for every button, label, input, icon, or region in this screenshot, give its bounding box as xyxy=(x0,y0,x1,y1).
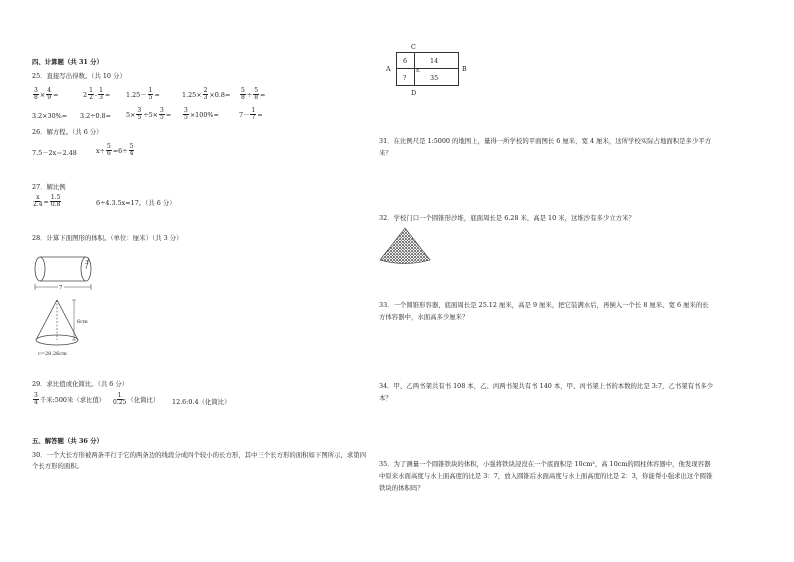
q29-title: 29．求比值或化简比。（共 6 分） xyxy=(32,380,129,388)
q26-equation-1: 7.5－2x＝2.48 xyxy=(32,149,77,157)
q29-item-a: $\frac{3}{4}$ 千米:500米（求比值） xyxy=(34,392,106,407)
q25-title: 25．直接写出得数。（共 10 分） xyxy=(32,72,126,80)
q25-item-6: 3.2×30%= xyxy=(32,112,68,120)
q25-item-9: $\frac{3}{5}$ ×100%= xyxy=(184,107,219,122)
q34-text: 34．甲、乙两书架共有书 108 本，乙、丙两书架共有书 140 本，甲、丙书架上书的本数的比是 3:7，乙书架有书多少本？ xyxy=(379,382,714,402)
q25-item-8: 5× $\frac{3}{5}$ ÷5× $\frac{3}{5}$ = xyxy=(126,107,172,122)
grid-label-b: B xyxy=(462,65,467,73)
grid-label-c: C xyxy=(411,43,416,51)
q26-equation-2: x÷ $\frac{5}{6}$ =6÷ $\frac{5}{4}$ xyxy=(96,143,134,158)
q25-item-1: $\frac{3}{8}$ × $\frac{4}{9}$ = xyxy=(34,87,59,102)
q27-equation-2: 6÷4.3.5x=17。（共 6 分） xyxy=(96,199,176,207)
q25-item-7: 3.2÷0.8= xyxy=(80,112,112,120)
section-5-heading: 五、解答题（共 36 分） xyxy=(32,437,103,445)
cylinder-figure xyxy=(30,250,102,292)
q27-equation-1: $\frac{x}{2.4}$ = $\frac{1.5}{0.8}$ xyxy=(33,194,61,209)
grid-cell-4: 35 xyxy=(430,74,439,82)
q32-text: 32．学校门口一个圆锥形沙堆，底面周长是 6.28 米，高是 10 米，这堆沙有多少立方米？ xyxy=(379,214,635,222)
rectangle-grid-figure xyxy=(396,52,459,86)
q26-title: 26．解方程。（共 6 分） xyxy=(32,128,103,136)
grid-label-d: D xyxy=(411,89,417,97)
cone-height-label: 6cm xyxy=(77,319,88,325)
q25-item-4: 1.25× $\frac{2}{3}$ ×0.8= xyxy=(182,87,231,102)
q25-item-2: 2 $\frac{1}{2}$ - $\frac{1}{3}$ = xyxy=(83,87,111,102)
q35-text: 35．为了测量一个圆锥铁块的体积，小强将铁块浸没在一个底面积是 10cm²，高 10cm的圆柱体容器中，他发现容器中原来水面高度与水上面高度的比是 3：7，放入圆锥后水面高度与水上面高度的比是 2：3，你能帮小强求出这个圆锥铁块的体积吗？ xyxy=(379,460,713,492)
q25-item-5: $\frac{5}{8}$ ÷ $\frac{5}{8}$ = xyxy=(241,87,266,102)
cone-circumference-label: c=28.26cm xyxy=(38,351,67,357)
q27-title: 27．解比例 xyxy=(32,183,66,191)
section-4-heading: 四、计算题（共 31 分） xyxy=(32,58,103,66)
grid-label-e: E xyxy=(416,68,421,74)
sand-pile-image xyxy=(378,226,432,266)
grid-cell-1: 6 xyxy=(403,57,408,65)
q28-title: 28．计算下面图形的体积。（单位：厘米）（共 3 分） xyxy=(32,234,183,242)
q29-item-b: $\frac{1}{0.25}$ （化简比） xyxy=(113,392,160,407)
cylinder-radius-label: 3 xyxy=(85,260,89,266)
grid-cell-2: 14 xyxy=(430,57,439,65)
q25-item-3: 1.25－ $\frac{1}{5}$ = xyxy=(126,87,160,102)
q33-text: 33．一个圆锥形容器，底面周长是 25.12 厘米，高是 9 厘米，把它装满水后，再倒入一个长 8 厘米、宽 6 厘米的长方体容器中，水面高多少厘米？ xyxy=(379,301,709,321)
grid-cell-3: ? xyxy=(403,74,407,82)
q31-text: 31．在比例尺是 1:5000 的地图上，量得一所学校的平面图长 6 厘米，宽 4 厘米，这所学校实际占地面积是多少平方米？ xyxy=(379,137,712,157)
cylinder-length-label: 7 xyxy=(59,285,63,291)
grid-label-a: A xyxy=(386,65,391,73)
q29-item-c: 12.6:0.4（化简比） xyxy=(172,398,231,406)
q25-item-10: 7－ $\frac{1}{7}$ = xyxy=(239,107,263,122)
q30-text: 30．一个大长方形被两条平行于它的两条边的线段分成四个较小的长方形，其中三个长方形的面积如下图所示，求第四个长方形的面积。 xyxy=(32,451,367,470)
